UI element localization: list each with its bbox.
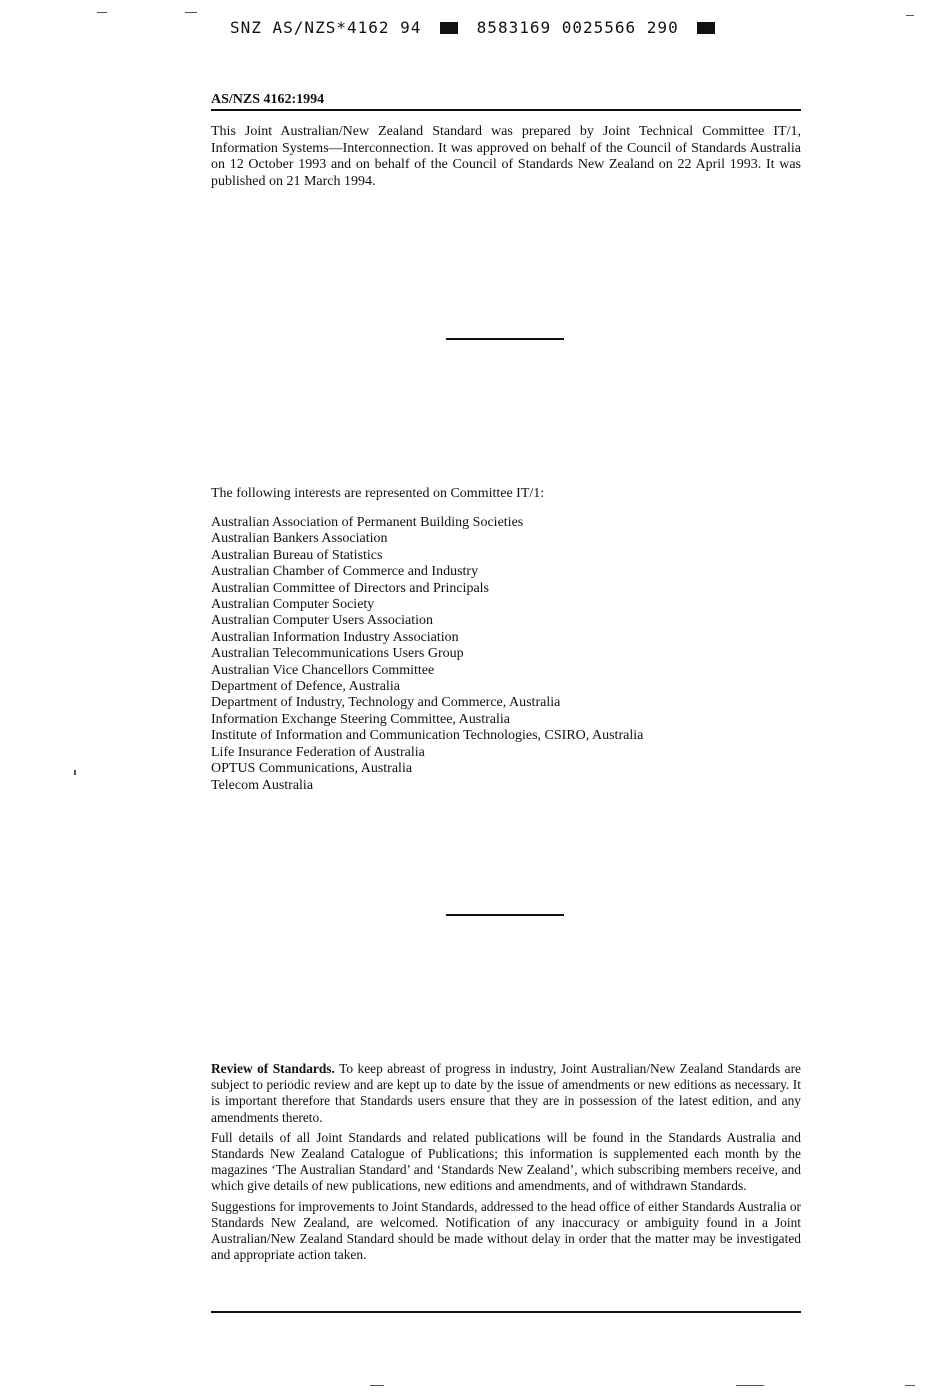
scan-speck	[74, 770, 76, 775]
review-paragraph	[211, 1061, 801, 1126]
interest-item: Australian Computer Society	[211, 597, 375, 613]
scan-header-code: SNZ AS/NZS*4162 94	[230, 18, 422, 37]
interest-item: Life Insurance Federation of Australia	[211, 744, 425, 760]
interest-item: Australian Committee of Directors and Principals	[211, 580, 489, 596]
document-number: AS/NZS 4162:1994	[211, 92, 325, 107]
scan-speck	[185, 12, 197, 13]
interests-intro: The following interests are represented on Committee IT/1:	[211, 486, 545, 501]
section-divider	[446, 914, 564, 916]
scan-mark-block	[697, 22, 715, 34]
interest-item: Information Exchange Steering Committee, Australia	[211, 711, 510, 727]
review-text: To keep abreast of progress in industry, Joint Australian/New Zealand Standards are subject to periodic review and are kept up to date by the issue of amendments or new editions as necessary. It is important therefore that Standards users ensure that they are in possession of the latest edition, and any amendments thereto.	[211, 1061, 802, 1125]
scan-speck	[736, 1385, 764, 1386]
scan-speck	[906, 15, 914, 16]
interest-item: Australian Chamber of Commerce and Industry	[211, 564, 479, 580]
interests-list	[211, 515, 643, 794]
scan-header-barcode-number: 8583169 0025566 290	[476, 18, 679, 37]
interest-item: Australian Computer Users Association	[211, 613, 434, 629]
interest-item: Australian Information Industry Association	[211, 629, 459, 645]
interest-item: Australian Bureau of Statistics	[211, 547, 383, 563]
section-divider	[446, 338, 564, 340]
review-paragraph: Full details of all Joint Standards and related publications will be found in the Standards Australia and Standards New Zealand Catalogue of Publications; this information is supplemented each month by the magazines ‘The Australian Standard’ and ‘Standards New Zealand’, which subscribing members receive, and which give details of new publications, new editions and amendments, and of withdrawn Standards.	[211, 1129, 801, 1194]
interest-item: Institute of Information and Communication Technologies, CSIRO, Australia	[211, 728, 644, 744]
interest-item: Australian Association of Permanent Building Societies	[211, 515, 524, 530]
interest-item: OPTUS Communications, Australia	[211, 761, 413, 777]
review-of-standards	[211, 1061, 801, 1267]
review-paragraph: Suggestions for improvements to Joint Standards, addressed to the head office of either Standards Australia or Standards New Zealand, are welcomed. Notification of any inaccuracy or ambiguity found in a Joint Australian/New Zealand Standard should be made without delay in order that the matter may be investigated and appropriate action taken.	[211, 1198, 801, 1263]
review-heading: Review of Standards.	[211, 1061, 335, 1076]
scan-header	[230, 18, 723, 37]
bottom-divider	[211, 1311, 801, 1313]
interest-item: Department of Defence, Australia	[211, 679, 400, 695]
interest-item: Telecom Australia	[211, 777, 314, 793]
interest-item: Australian Bankers Association	[211, 531, 388, 547]
interest-item: Australian Telecommunications Users Group	[211, 646, 464, 662]
preparation-statement: This Joint Australian/New Zealand Standard was prepared by Joint Technical Committee IT/1, Information Systems—Interconnection. It was approved on behalf of the Council of Standards Australia on 12 October 1993 and on behalf of the Council of Standards New Zealand on 22 April 1993. It was published on 21 March 1994.	[211, 124, 801, 189]
interest-item: Australian Vice Chancellors Committee	[211, 662, 435, 678]
top-divider	[211, 109, 801, 111]
scan-speck	[97, 12, 107, 13]
scan-speck	[905, 1385, 915, 1386]
scan-mark-block	[440, 22, 458, 34]
scan-speck	[370, 1385, 384, 1386]
interest-item: Department of Industry, Technology and Commerce, Australia	[211, 695, 561, 711]
